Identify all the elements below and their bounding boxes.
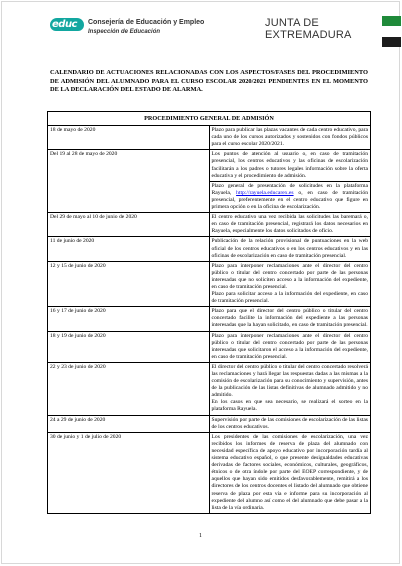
table-row (48, 307, 371, 331)
rayuela-link[interactable]: http://rayuela.educarex.es (236, 189, 294, 196)
row-paragraph: El director del centro público o titular del centro concertado resolverá las reclamaciones y hará llegar las respuestas dadas a las mismas a la comisión de escolarización para su conocimiento y supervisión, antes de la publicación de las listas definitivas de alumnado admitido y no admitido. (211, 363, 368, 399)
table-heading: PROCEDIMIENTO GENERAL DE ADMISIÓN (48, 112, 371, 126)
row-date: Del 19 al 28 de mayo de 2020 (48, 150, 210, 213)
row-text (209, 126, 371, 150)
row-paragraph: Los presidentes de las comisiones de escolarización, una vez recibidos los informes de reserva de plaza del alumnado con necesidad específica de apoyo educativo por incorporación tardía al sistema educativo español, o que presente desigualdades educativas derivadas de factores sociales, económicos, culturales, geográficos, étnicos o de otra índole por parte del EOEP correspondiente, y de aquellos que hayan sido emitidos desfavorablemente, remitirá a los directores de los centros docentes el listado del alumnado que obtiene reserva de plaza por esta vía e informe para su incorporación al expediente del alumno así como el del alumnado que debe pasar a la lista de la vía ordinaria. (211, 433, 368, 511)
table-row (48, 213, 371, 237)
row-paragraph: Publicación de la relación provisional de puntuaciones en la web oficial de los centros educativos o en los centros educativos y en las oficinas de escolarización en caso de tramitación presencial. (211, 238, 368, 259)
document-title: CALENDARIO DE ACTUACIONES RELACIONADAS CON LOS ASPECTOS/FASES DEL PROCEDIMIENTO DE ADMISIÓN DEL ALUMNADO PARA EL CURSO ESCOLAR 2020/2021 PENDIENTES EN EL MOMENTO DE LA DECLARACIÓN DEL ESTADO DE ALARMA. (50, 69, 368, 93)
row-text (209, 362, 371, 415)
row-paragraph: Los puntos de atención al usuario o, en caso de tramitación presencial, los centros educativos y las oficinas de escolarización facilitarán a los padres o tutores legales información sobre la oferta educativa y el procedimiento de admisión. (211, 151, 368, 179)
junta-label: JUNTA DE EXTREMADURA (265, 17, 352, 41)
flag-green-stripe (382, 16, 401, 26)
row-text (209, 331, 371, 362)
row-paragraph: Supervisión por parte de las comisiones de escolarización de las listas de los centros educativos. (211, 416, 368, 430)
row-text (209, 213, 371, 237)
page-number: 1 (199, 533, 202, 539)
row-paragraph: Plazo para publicar las plazas vacantes de cada centro educativo, para cada uno de los cursos autorizados y sostenidos con fondos públicos para el curso escolar 2020/2021. (211, 127, 368, 148)
row-paragraph: En los casos en que sea necesario, se realizará el sorteo en la plataforma Rayuela. (211, 399, 368, 413)
row-paragraph: Plazo para que el director del centro público o titular del centro concertado facilite la información del expediente a las personas interesadas que la hayan solicitado, en caso de tramitación presencial. (211, 308, 368, 329)
row-paragraph: Plazo para interponer reclamaciones ante el director del centro público o titular del centro concertado por parte de las personas interesadas que no soliciten acceso a la información del expediente, en caso de tramitación presencial. (211, 262, 368, 290)
row-date: 18 y 19 de junio de 2020 (48, 331, 210, 362)
row-date: Del 29 de mayo al 10 de junio de 2020 (48, 213, 210, 237)
table-row (48, 432, 371, 513)
educ-logo (50, 18, 84, 31)
row-date: 30 de junio y 1 de julio de 2020 (48, 432, 210, 513)
table-row (48, 362, 371, 415)
consejeria-label: Consejería de Educación y Empleo (88, 19, 205, 26)
row-date: 11 de junio de 2020 (48, 237, 210, 261)
row-paragraph (212, 183, 369, 211)
table-row (48, 261, 371, 307)
row-text-part: o, en caso de tramitación presencial, preferentemente en el centro educativo que figure en primera opción o en la oficina de escolarización. (211, 189, 368, 211)
calendar-table (47, 111, 371, 514)
row-text (209, 150, 371, 181)
row-date: 16 y 17 de junio de 2020 (48, 307, 210, 331)
logo-text: educ (52, 19, 77, 30)
row-date: 18 de mayo de 2020 (48, 126, 210, 150)
row-text (209, 237, 371, 261)
table-row (48, 331, 371, 362)
row-text (209, 432, 371, 513)
row-text (209, 261, 371, 307)
row-text (209, 307, 371, 331)
table-row (48, 237, 371, 261)
inspeccion-label: Inspección de Educación (88, 29, 161, 35)
row-paragraph: El centro educativo una vez recibida las solicitudes las baremará o, en caso de tramitación presencial, registrará los datos necesarios en Rayuela, especialmente los datos solicitados de oficio. (211, 214, 368, 235)
table-header-row (48, 112, 371, 126)
row-text-part: Plazo general de presentación de solicitudes en la plataforma Rayuela, (211, 182, 368, 196)
row-date: 24 a 29 de junio de 2020 (48, 415, 210, 432)
table-row (48, 415, 371, 432)
row-text (209, 181, 371, 212)
row-date: 22 y 23 de junio de 2020 (48, 362, 210, 415)
row-paragraph: Plazo para interponer reclamaciones ante el director del centro público o titular del centro concertado por parte de las personas interesadas que solicitaron el acceso a la información del expediente, en caso de tramitación presencial. (211, 332, 368, 360)
table-row (48, 126, 371, 150)
row-date: 12 y 15 de junio de 2020 (48, 261, 210, 307)
flag-black-stripe (382, 37, 401, 47)
table-row (48, 150, 371, 181)
row-paragraph: Plazo para solicitar acceso a la información del expediente, en caso de tramitación presencial. (211, 291, 368, 305)
flag-white-stripe (382, 26, 401, 37)
row-text (209, 415, 371, 432)
